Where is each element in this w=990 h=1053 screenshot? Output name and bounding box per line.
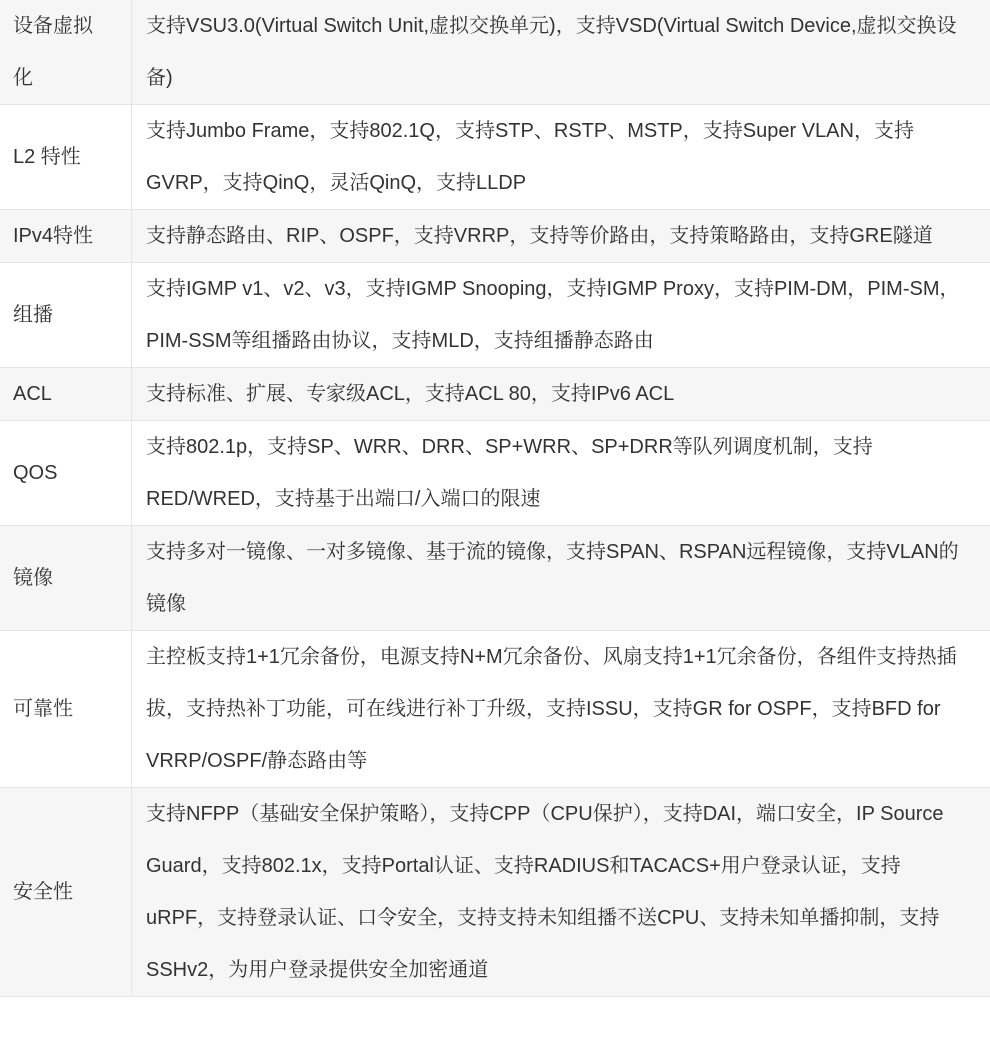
- table-row: [0, 105, 990, 210]
- table-row: [0, 788, 990, 997]
- feature-description-cell: 支持静态路由、RIP、OSPF，支持VRRP，支持等价路由，支持策略路由，支持GRE隧道: [146, 225, 933, 247]
- feature-description-cell: 主控板支持1+1冗余备份，电源支持N+M冗余备份、风扇支持1+1冗余备份，各组件支持热插拔，支持热补丁功能，可在线进行补丁升级，支持ISSU，支持GR for OSPF，支持BFD for VRRP/OSPF/静态路由等: [146, 646, 957, 772]
- feature-description-cell: 支持IGMP v1、v2、v3，支持IGMP Snooping，支持IGMP Proxy，支持PIM-DM，PIM-SM，PIM-SSM等组播路由协议，支持MLD，支持组播静态路由: [146, 278, 960, 352]
- feature-description-cell: 支持802.1p，支持SP、WRR、DRR、SP+WRR、SP+DRR等队列调度机制，支持RED/WRED，支持基于出端口/入端口的限速: [146, 436, 873, 510]
- feature-name-cell: IPv4特性: [0, 210, 132, 263]
- feature-description-cell: 支持Jumbo Frame，支持802.1Q，支持STP、RSTP、MSTP，支持Super VLAN，支持GVRP，支持QinQ，灵活QinQ，支持LLDP: [146, 120, 914, 194]
- feature-description-cell: 支持多对一镜像、一对多镜像、基于流的镜像，支持SPAN、RSPAN远程镜像，支持VLAN的镜像: [146, 541, 959, 615]
- table-row: [0, 421, 990, 526]
- feature-name-cell: ACL: [0, 368, 132, 421]
- feature-description-cell: 支持VSU3.0(Virtual Switch Unit,虚拟交换单元)，支持VSD(Virtual Switch Device,虚拟交换设备): [146, 15, 957, 89]
- table-row: [0, 526, 990, 631]
- feature-name-cell: L2 特性: [0, 105, 132, 210]
- table-row: [0, 631, 990, 788]
- feature-name-cell: 镜像: [0, 526, 132, 631]
- table-row: [0, 368, 990, 421]
- feature-name-cell: 设备虚拟化: [0, 0, 132, 105]
- feature-name-cell: QOS: [0, 421, 132, 526]
- feature-description-cell: 支持标准、扩展、专家级ACL，支持ACL 80，支持IPv6 ACL: [146, 383, 675, 405]
- table-row: [0, 210, 990, 263]
- table-row: [0, 0, 990, 105]
- feature-name-cell: 组播: [0, 263, 132, 368]
- feature-name-cell: 可靠性: [0, 631, 132, 788]
- feature-description-cell: 支持NFPP（基础安全保护策略），支持CPP（CPU保护），支持DAI，端口安全，IP Source Guard，支持802.1x，支持Portal认证、支持RADIUS和TACACS+用户登录认证，支持uRPF，支持登录认证、口令安全，支持支持未知组播不送CPU、支持未知单播抑制，支持SSHv2，为用户登录提供安全加密通道: [146, 803, 944, 981]
- feature-name-cell: 安全性: [0, 788, 132, 997]
- table-row: [0, 263, 990, 368]
